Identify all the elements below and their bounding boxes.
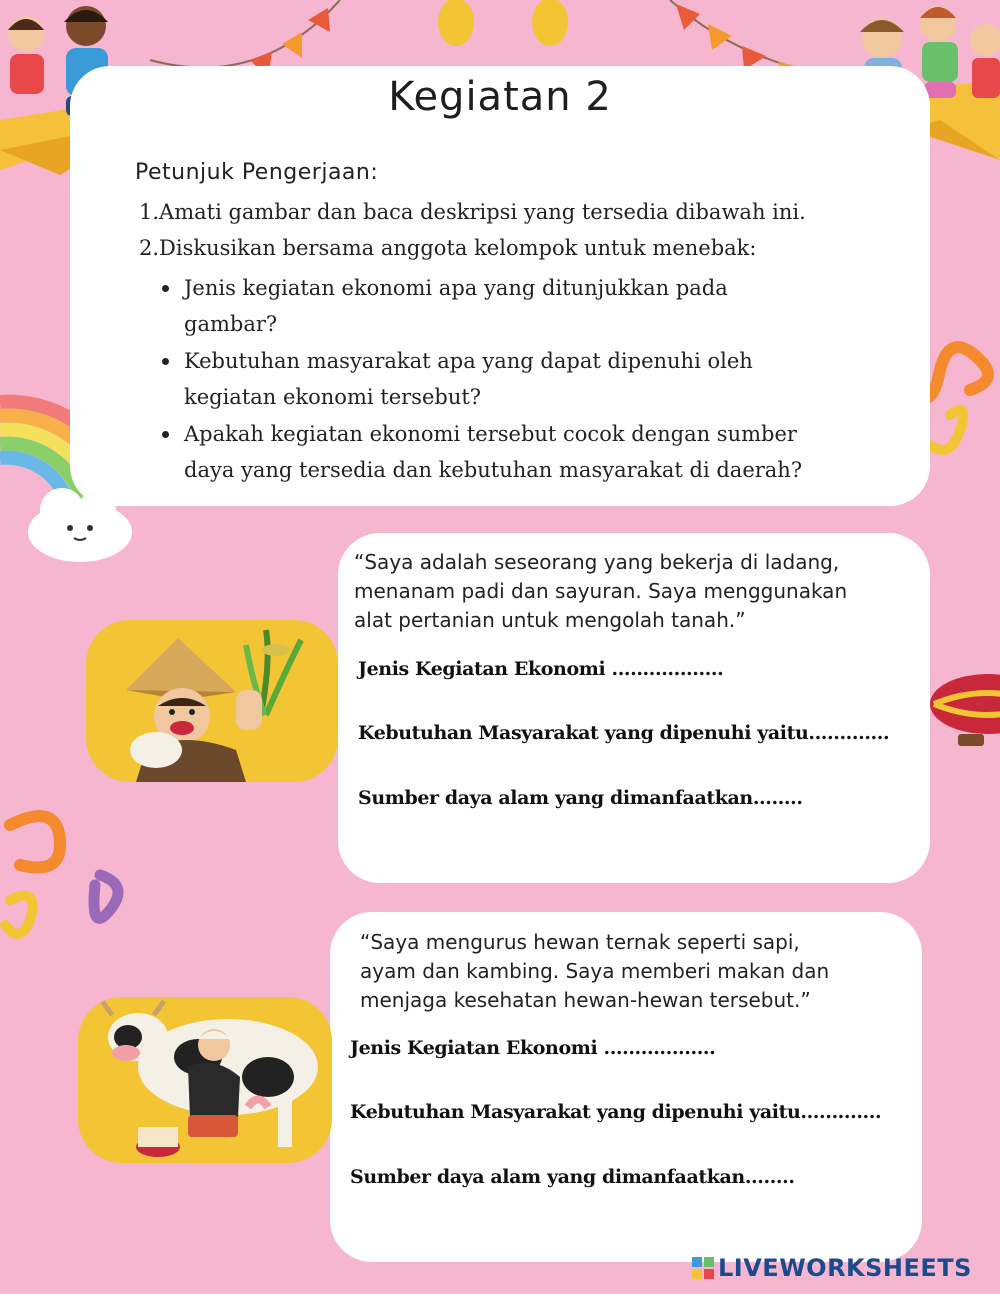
liveworksheets-wordmark[interactable]: LIVEWORKSHEETS: [718, 1254, 972, 1282]
question-list: [160, 270, 900, 489]
farmer-illustration: [86, 620, 338, 782]
answer-field-economic-activity[interactable]: Jenis Kegiatan Ekonomi ..................: [358, 658, 724, 680]
answer-field-community-needs[interactable]: Kebutuhan Masyarakat yang dipenuhi yaitu.............: [358, 722, 890, 744]
cow-milker-illustration: [78, 997, 332, 1163]
confetti-swirl-left-decoration: [0, 805, 140, 945]
answer-field-economic-activity[interactable]: Jenis Kegiatan Ekonomi ..................: [350, 1037, 716, 1059]
liveworksheets-logo-icon: [692, 1257, 714, 1279]
question-item: Jenis kegiatan ekonomi apa yang ditunjukkan pada gambar?: [160, 270, 900, 342]
answer-field-natural-resources[interactable]: Sumber daya alam yang dimanfaatkan........: [358, 787, 803, 809]
instruction-step-1: 1.Amati gambar dan baca deskripsi yang tersedia dibawah ini.: [139, 200, 806, 224]
airship-decoration: [928, 662, 1000, 752]
instructions-heading: Petunjuk Pengerjaan:: [135, 160, 379, 185]
farmer-description: “Saya adalah seseorang yang bekerja di ladang, menanam padi dan sayuran. Saya menggunakan alat pertanian untuk mengolah tanah.”: [354, 550, 848, 632]
instruction-step-2: 2.Diskusikan bersama anggota kelompok untuk menebak:: [139, 236, 757, 260]
question-item: Apakah kegiatan ekonomi tersebut cocok dengan sumber daya yang tersedia dan kebutuhan masyarakat di daerah?: [160, 416, 900, 488]
question-item: Kebutuhan masyarakat apa yang dapat dipenuhi oleh kegiatan ekonomi tersebut?: [160, 343, 900, 415]
answer-field-community-needs[interactable]: Kebutuhan Masyarakat yang dipenuhi yaitu.............: [350, 1101, 882, 1123]
answer-field-natural-resources[interactable]: Sumber daya alam yang dimanfaatkan........: [350, 1166, 795, 1188]
rancher-description: “Saya mengurus hewan ternak seperti sapi, ayam dan kambing. Saya memberi makan dan menjaga kesehatan hewan-hewan tersebut.”: [360, 930, 830, 1012]
page-title: Kegiatan 2: [388, 74, 612, 120]
